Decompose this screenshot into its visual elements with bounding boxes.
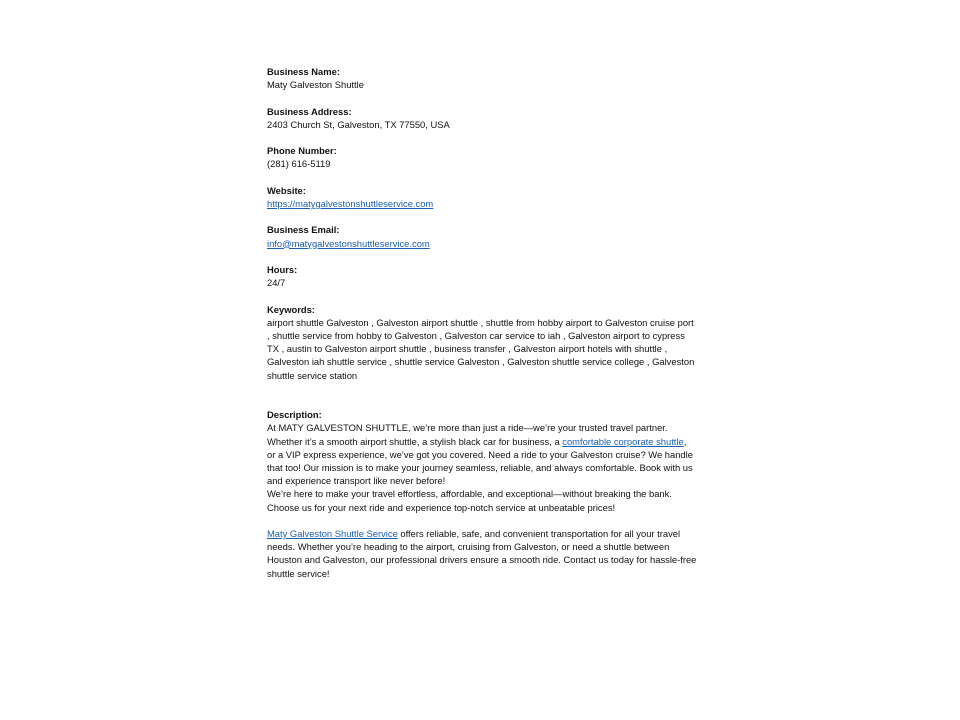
email-label: Business Email:: [267, 224, 340, 236]
business-name-section: [267, 65, 697, 91]
shuttle-service-link[interactable]: Maty Galveston Shuttle Service: [267, 527, 398, 539]
hours-value: 24/7: [267, 277, 286, 289]
keywords-section: [267, 303, 697, 382]
description-paragraph-2: We’re here to make your travel effortless, affordable, and exceptional—without breaking the bank. Choose us for your next ride and experience top-notch service at unbeatable prices!: [267, 488, 672, 513]
description-p1-text-before: At MATY GALVESTON SHUTTLE, we’re more than just a ride—we’re your trusted travel partner. Whether it’s a smooth airport shuttle, a stylish black car for business, a: [267, 422, 668, 447]
email-section: [267, 223, 697, 249]
website-section: [267, 184, 697, 210]
business-address-value: 2403 Church St, Galveston, TX 77550, USA: [267, 118, 450, 130]
keywords-label: Keywords:: [267, 303, 315, 315]
phone-label: Phone Number:: [267, 145, 337, 157]
keywords-value: airport shuttle Galveston , Galveston airport shuttle , shuttle from hobby airport to Galveston cruise port , shuttle service from hobby to Galveston , Galveston car service to iah , Galveston airport to cypress TX , austin to Galveston airport shuttle , business transfer , Galveston airport hotels with shuttle , Galveston iah shuttle service , shuttle service Galveston , Galveston shuttle service college , Galveston shuttle service station: [267, 316, 695, 381]
business-name-label: Business Name:: [267, 66, 340, 77]
hours-section: [267, 263, 697, 289]
description-label: Description:: [267, 409, 322, 421]
phone-section: [267, 144, 697, 170]
business-address-label: Business Address:: [267, 105, 352, 117]
email-link[interactable]: info@matygalvestonshuttleservice.com: [267, 237, 430, 249]
description-p3-text-after: offers reliable, safe, and convenient transportation for all your travel needs. Whether you’re heading to the airport, cruising from Galveston, or need a shuttle between Houston and Galveston, our professional drivers ensure a smooth ride. Contact us today for hassle-free shuttle service!: [267, 527, 697, 579]
website-label: Website:: [267, 184, 306, 196]
website-link[interactable]: https://matygalvestonshuttleservice.com: [267, 197, 434, 209]
description-paragraph-3: [267, 527, 697, 580]
description-paragraph-1: [267, 421, 697, 487]
document-page: [267, 65, 697, 593]
phone-value: (281) 616-5119: [267, 158, 331, 170]
description-p1-text-after: , or a VIP express experience, we’ve got you covered. Need a ride to your Galveston cruise? We handle that too! Our mission is to make your journey seamless, reliable, and always comfortable. Book with us and experience transport like never before!: [267, 435, 693, 487]
business-address-section: [267, 105, 697, 131]
corporate-shuttle-link[interactable]: comfortable corporate shuttle: [562, 435, 684, 447]
business-name-value: Maty Galveston Shuttle: [267, 79, 364, 91]
hours-label: Hours:: [267, 263, 298, 275]
description-section: [267, 408, 697, 580]
